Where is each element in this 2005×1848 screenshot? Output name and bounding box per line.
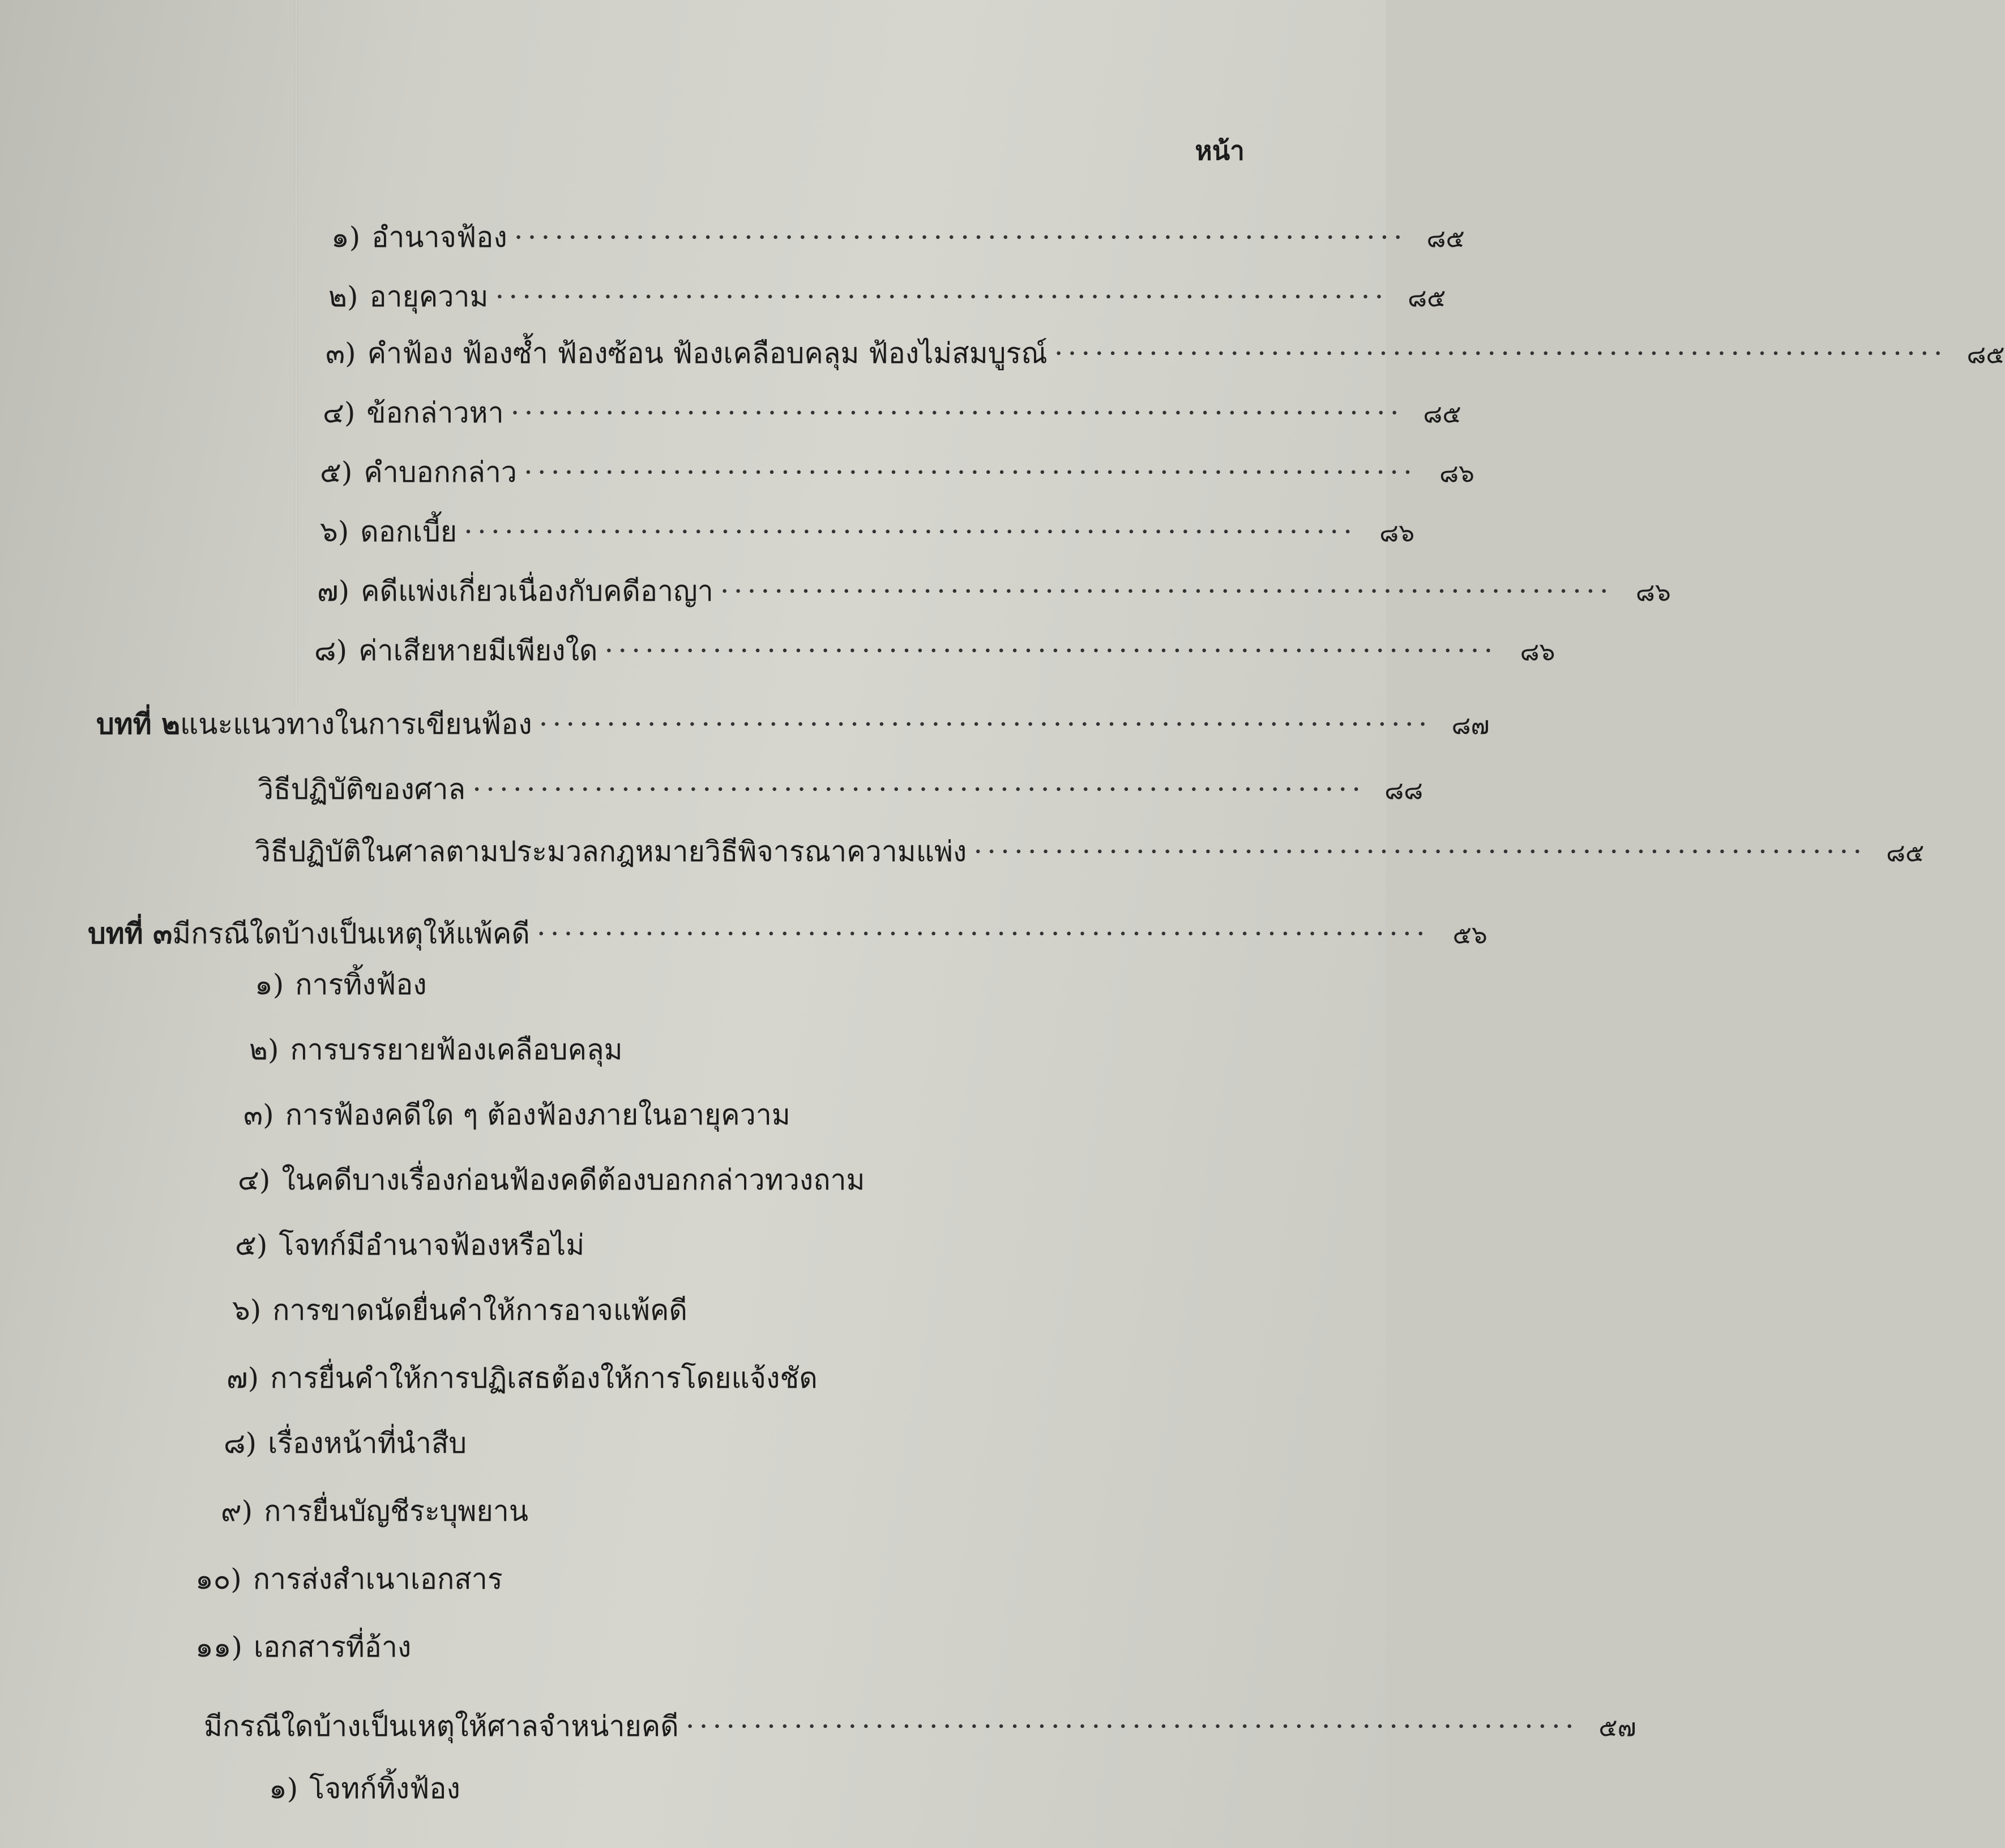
entry-page: ๘๖ xyxy=(1520,638,1555,666)
dot-leader: ·································································· xyxy=(973,835,1867,868)
toc-chapter-entry xyxy=(96,702,1490,747)
toc-entry xyxy=(221,1489,528,1534)
toc-entry xyxy=(326,331,2005,376)
entry-number: ๓) xyxy=(326,337,356,370)
entry-page: ๕๗ xyxy=(1598,1713,1636,1742)
entry-page: ๘๖ xyxy=(1635,578,1671,607)
entry-number: ๑๐) xyxy=(195,1563,242,1595)
toc-entry xyxy=(235,1223,584,1268)
entry-title: อายุความ xyxy=(369,280,489,313)
entry-title: ดอกเบี้ย xyxy=(360,515,458,548)
entry-number: ๑) xyxy=(331,221,361,254)
entry-title: แนะแนวทางในการเขียนฟ้อง xyxy=(180,708,532,741)
entry-page: ๘๘ xyxy=(1384,776,1423,805)
entry-page: ๕๖ xyxy=(1452,921,1487,949)
toc-entry xyxy=(224,1421,467,1466)
entry-title: ค่าเสียหายมีเพียงใด xyxy=(358,634,598,667)
entry-number: ๒) xyxy=(249,1033,279,1066)
entry-title: โจทก์มีอำนาจฟ้องหรือไม่ xyxy=(279,1229,585,1261)
entry-number: ๔) xyxy=(238,1163,271,1196)
toc-entry xyxy=(255,829,1925,874)
toc-entry xyxy=(320,450,1474,495)
entry-title: การทิ้งฟ้อง xyxy=(295,968,427,1001)
dot-leader: ·································································· xyxy=(464,515,1357,548)
toc-entry xyxy=(238,1158,865,1203)
toc-entry xyxy=(249,1028,623,1072)
entry-title: การฟ้องคดีใด ๆ ต้องฟ้องภายในอายุความ xyxy=(285,1098,790,1131)
entry-title: คำฟ้อง ฟ้องซ้ำ ฟ้องซ้อน ฟ้องเคลือบคลุม ฟ้องไม่สมบูรณ์ xyxy=(367,337,1048,370)
entry-title: มีกรณีใดบ้างเป็นเหตุให้ศาลจำหน่ายคดี xyxy=(204,1710,679,1743)
entry-title: การยื่นบัญชีระบุพยาน xyxy=(264,1495,529,1528)
dot-leader: ·································································· xyxy=(510,396,1404,429)
page-column-header: หน้า xyxy=(1195,135,1245,166)
entry-number: ๑) xyxy=(255,968,284,1001)
entry-number: ๘) xyxy=(224,1427,257,1460)
entry-title: คดีแพ่งเกี่ยวเนื่องกับคดีอาญา xyxy=(361,575,713,608)
entry-number: ๑๑) xyxy=(195,1631,242,1663)
dot-leader: ·································································· xyxy=(685,1710,1579,1743)
entry-number: ๓) xyxy=(243,1098,274,1131)
entry-title: วิธีปฏิบัติในศาลตามประมวลกฎหมายวิธีพิจารณาความแพ่ง xyxy=(255,835,967,868)
toc-entry xyxy=(195,1625,411,1670)
entry-number: ๖) xyxy=(320,515,349,548)
entry-title: วิธีปฏิบัติของศาล xyxy=(258,773,466,806)
entry-page: ๘๕ xyxy=(1966,340,2005,369)
dot-leader: ·································································· xyxy=(514,221,1407,254)
toc-entry xyxy=(226,1356,818,1401)
entry-number: ๔) xyxy=(323,396,356,429)
dot-leader: ·································································· xyxy=(472,773,1366,806)
entry-number: ๙) xyxy=(221,1495,253,1528)
dot-leader: ·································································· xyxy=(495,280,1388,313)
toc-entry xyxy=(331,215,1465,260)
toc-entry xyxy=(320,510,1415,554)
dot-leader: ·································································· xyxy=(1054,337,1947,370)
toc-entry xyxy=(243,1093,790,1137)
page-crease xyxy=(294,0,298,708)
entry-number: ๘) xyxy=(314,634,348,667)
dot-leader: ·································································· xyxy=(536,917,1430,950)
toc-chapter-entry xyxy=(88,912,1487,956)
toc-entry xyxy=(258,767,1423,812)
entry-page: ๘๕ xyxy=(1408,284,1446,313)
entry-number: ๑) xyxy=(269,1772,298,1805)
entry-page: ๘๗ xyxy=(1451,711,1490,740)
entry-number: ๕) xyxy=(235,1229,268,1261)
entry-number: ๕) xyxy=(320,456,353,489)
entry-page: ๘๕ xyxy=(1426,224,1465,253)
entry-title: โจทก์ทิ้งฟ้อง xyxy=(309,1772,460,1805)
toc-entry xyxy=(204,1704,1636,1749)
toc-entry xyxy=(269,1766,460,1811)
entry-title: อำนาจฟ้อง xyxy=(371,221,507,254)
entry-page: ๘๖ xyxy=(1379,519,1415,547)
toc-entry xyxy=(232,1288,687,1333)
entry-number: ๗) xyxy=(226,1362,259,1394)
entry-title: เอกสารที่อ้าง xyxy=(253,1631,412,1663)
entry-title: การส่งสำเนาเอกสาร xyxy=(253,1563,503,1595)
toc-entry xyxy=(323,391,1461,435)
toc-entry xyxy=(195,1557,503,1602)
chapter-label: บทที่ ๓ xyxy=(88,917,173,950)
entry-title: ข้อกล่าวหา xyxy=(366,396,504,429)
dot-leader: ·································································· xyxy=(720,575,1613,608)
dot-leader: ·································································· xyxy=(604,634,1498,667)
entry-title: ในคดีบางเรื่องก่อนฟ้องคดีต้องบอกกล่าวทวงถาม xyxy=(281,1163,865,1196)
entry-page: ๘๖ xyxy=(1439,459,1474,488)
dot-leader: ·································································· xyxy=(538,708,1432,741)
entry-page: ๘๕ xyxy=(1423,400,1461,429)
entry-title: การยื่นคำให้การปฏิเสธต้องให้การโดยแจ้งชัด xyxy=(270,1362,818,1394)
entry-title: คำบอกกล่าว xyxy=(364,456,517,489)
entry-title: การบรรยายฟ้องเคลือบคลุม xyxy=(290,1033,623,1066)
entry-number: ๗) xyxy=(317,575,350,608)
toc-entry xyxy=(317,569,1671,614)
toc-entry xyxy=(328,275,1446,319)
entry-page: ๘๕ xyxy=(1886,839,1925,867)
chapter-label: บทที่ ๒ xyxy=(96,707,181,741)
entry-number: ๖) xyxy=(232,1294,262,1327)
entry-title: การขาดนัดยื่นคำให้การอาจแพ้คดี xyxy=(272,1294,687,1327)
toc-entry xyxy=(314,628,1555,673)
entry-title: เรื่องหน้าที่นำสืบ xyxy=(268,1427,467,1460)
toc-entry xyxy=(255,962,427,1007)
dot-leader: ·································································· xyxy=(524,456,1417,489)
entry-number: ๒) xyxy=(328,280,358,313)
entry-title: มีกรณีใดบ้างเป็นเหตุให้แพ้คดี xyxy=(172,917,530,950)
